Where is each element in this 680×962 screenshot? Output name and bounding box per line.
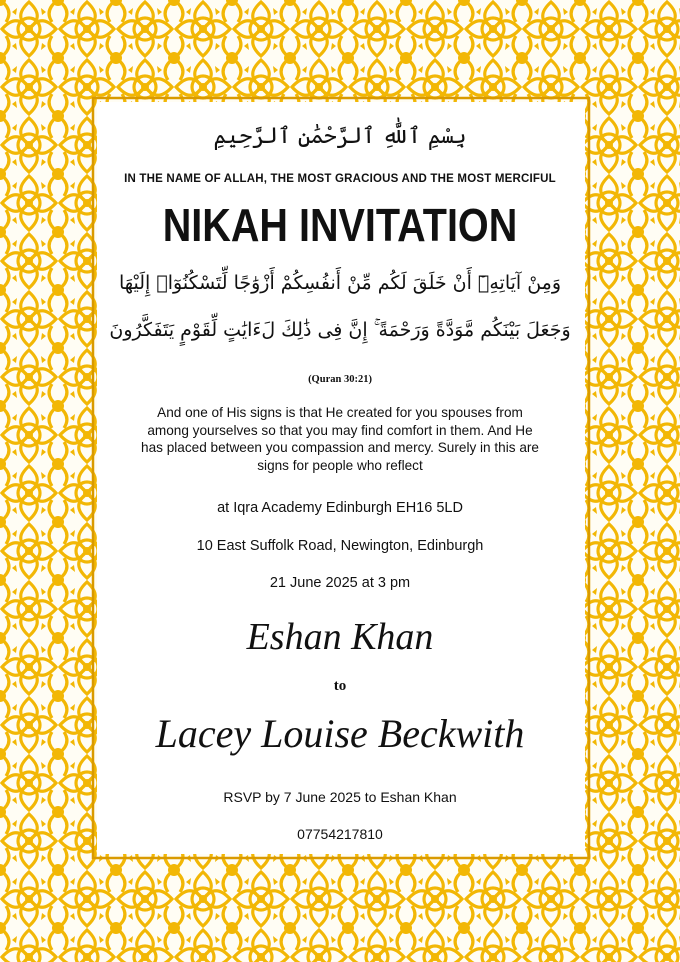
venue-name: at Iqra Academy Edinburgh EH16 5LD xyxy=(217,500,463,516)
verse-arabic-line-1: وَمِنْ آيَاتِهِۦٓ أَنْ خَلَقَ لَكُم مِّنْ أَنفُسِكُمْ أَزْوَٰجًا لِّتَسْكُنُوٓا۟ إِلَيْهَا xyxy=(118,272,562,294)
venue-address: 10 East Suffolk Road, Newington, Edinburgh xyxy=(196,538,484,554)
page-title: NIKAH INVITATION xyxy=(162,199,518,251)
subtitle: IN THE NAME OF ALLAH, THE MOST GRACIOUS AND THE MOST MERCIFUL xyxy=(124,173,556,185)
rsvp-note: RSVP by 7 June 2025 to Eshan Khan xyxy=(223,789,457,805)
verse-citation: (Quran 30:21) xyxy=(308,374,372,385)
contact-phone: 07754217810 xyxy=(297,826,383,842)
conjunction: to xyxy=(333,678,347,694)
event-datetime: 21 June 2025 at 3 pm xyxy=(269,575,411,591)
bride-name: Lacey Louise Beckwith xyxy=(155,711,525,756)
bismillah-calligraphy: بِسْمِ ٱللَّٰهِ ٱلرَّحْمَٰنِ ٱلرَّحِيمِ xyxy=(213,124,467,149)
groom-name: Eshan Khan xyxy=(246,616,434,658)
verse-arabic-line-2: وَجَعَلَ بَيْنَكُم مَّوَدَّةً وَرَحْمَةً ۚ إِنَّ فِى ذَٰلِكَ لَءَايَٰتٍ لِّقَوْمٍ يَتَفَكَّرُونَ xyxy=(109,319,571,341)
verse-translation: And one of His signs is that He created for you spouses from among yourselves so that you may find comfort in them. And He has placed between you compassion and mercy. Surely in this are signs for people who reflect xyxy=(141,405,539,473)
